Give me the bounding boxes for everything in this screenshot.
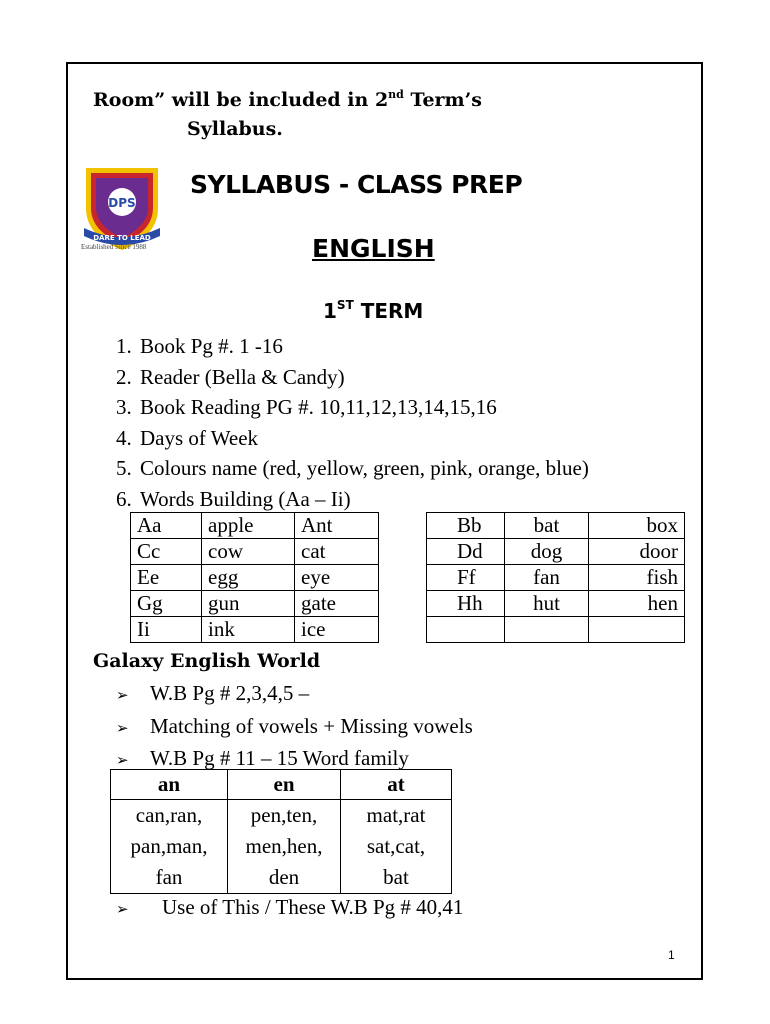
- table-row: Bb bat box: [427, 513, 685, 539]
- table-row: Hh hut hen: [427, 591, 685, 617]
- galaxy-bullet-list: [116, 678, 473, 776]
- table-header: en: [228, 770, 341, 800]
- topic-list: [116, 331, 589, 515]
- list-item: 3. Book Reading PG #. 10,11,12,13,14,15,16: [116, 395, 497, 420]
- syllabus-note-line-1: Room” will be included in 2nd Term’s: [93, 88, 482, 111]
- page-number: 1: [668, 948, 675, 962]
- table-row: Ff fan fish: [427, 565, 685, 591]
- list-item: ➢ W.B Pg # 2,3,4,5 –: [116, 678, 473, 711]
- list-item: ➢ W.B Pg # 11 – 15 Word family: [116, 743, 473, 776]
- syllabus-note-line-2: Syllabus.: [187, 118, 283, 140]
- arrow-bullet-icon: ➢: [116, 900, 129, 918]
- last-bullet-item: ➢ Use of This / These W.B Pg # 40,41: [116, 895, 464, 919]
- arrow-bullet-icon: ➢: [116, 686, 129, 704]
- table-header: an: [111, 770, 228, 800]
- galaxy-heading: Galaxy English World: [93, 650, 321, 672]
- list-item: ➢ Matching of vowels + Missing vowels: [116, 711, 473, 744]
- words-table-left: [130, 512, 379, 643]
- arrow-bullet-icon: ➢: [116, 718, 129, 737]
- table-row: Ii ink ice: [131, 617, 379, 643]
- table-row: [427, 617, 685, 643]
- table-header: at: [341, 770, 452, 800]
- table-header-row: [111, 770, 452, 800]
- word-family-table: [110, 769, 452, 894]
- list-item: 1. Book Pg #. 1 -16: [116, 334, 283, 358]
- table-row: Cc cow cat: [131, 539, 379, 565]
- table-row: can,ran, pan,man, fan pen,ten, men,hen, den mat,rat sat,cat, bat: [111, 800, 452, 894]
- list-item: 2. Reader (Bella & Candy): [116, 364, 345, 389]
- logo-motto: DARE TO LEAD: [93, 234, 151, 242]
- arrow-bullet-icon: ➢: [116, 751, 129, 769]
- logo-established: Established Since 1988: [81, 243, 147, 251]
- logo-initials: DPS: [108, 196, 136, 210]
- table-row: Gg gun gate: [131, 591, 379, 617]
- table-row: Ee egg eye: [131, 565, 379, 591]
- page-title: SYLLABUS - CLASS PREP: [190, 170, 523, 199]
- table-row: Dd dog door: [427, 539, 685, 565]
- list-item: 6. Words Building (Aa – Ii): [116, 486, 351, 511]
- list-item: 5. Colours name (red, yellow, green, pink, orange, blue): [116, 456, 589, 481]
- table-row: Aa apple Ant: [131, 513, 379, 539]
- words-table-right: [426, 512, 685, 643]
- list-item: 4. Days of Week: [116, 425, 259, 450]
- term-heading: 1ST TERM: [323, 298, 424, 323]
- subject-heading: ENGLISH: [312, 234, 435, 263]
